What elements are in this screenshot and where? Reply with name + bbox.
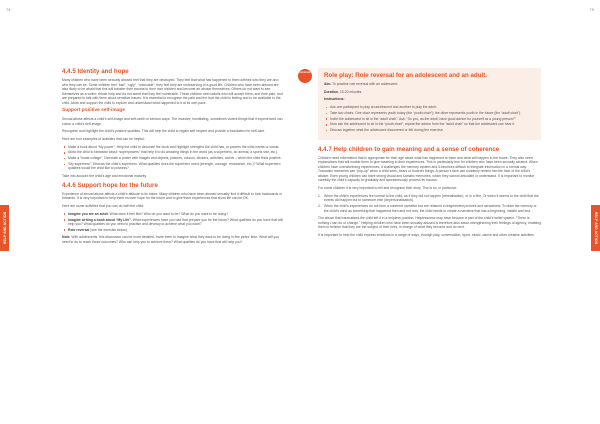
list-item	[318, 194, 541, 203]
instructions-label: Instructions:	[324, 97, 345, 102]
note-text: With adolescents, this discussion can be more detailed. Invite them to imagine what they want to be doing in five years’ time. What will you need to do to reach these outcomes? Who can help you to achieve them? What qualities do you have that will help you?	[62, 235, 279, 244]
aim-text: To practise role reversal with an adolescent.	[331, 82, 399, 86]
side-tab-label: HELP AND ACTION	[2, 211, 7, 245]
list-item	[62, 228, 285, 233]
list-item	[62, 212, 285, 217]
item-text: What experiences have you had that prepare you for the future? What qualities do you have that will help you? What qualities do you need to practise and develop to achieve what you want?	[68, 217, 283, 227]
item-text: What does it feel like? Who do you want to be? What do you want to be doing?	[108, 211, 229, 216]
list-item: Allow the child to fantasise about “superpowers” that help it to do amazing things in the world (as a superhero, an animal, a sports star, etc.).	[62, 150, 285, 155]
list-item: Now ask the adolescent to sit in the “youth chair”, repeat the advice from the “adult chair” so that the adolescent can hear it.	[324, 122, 535, 127]
list-item: Make a book about “My power”. Help the child to decorate the book and highlight strengths the child has, or powers the child needs or wants.	[62, 145, 285, 150]
paragraph: It is important to help the child express emotions in a range of ways, through play, conversation, sport, music, dance and other creative activities.	[318, 233, 535, 238]
list-item: Invite the adolescent to sit in the “adult chair”. Ask: “So you, as the adult, have good advice for yourself as a young person?”	[324, 117, 535, 122]
list-item	[62, 218, 285, 227]
note-paragraph	[62, 235, 285, 244]
section-heading-hope-future: 4.4.6 Support hope for the future	[62, 181, 158, 189]
item-text: When the child’s experiences feel unreal to the child, as if they did not happen (derealisation), or in a film. Or when it seems to the child that the events did happen but to someone else (depersonalisation).	[324, 193, 539, 203]
list-item: Discuss together what the adolescent discovered or felt during the exercise.	[324, 128, 535, 133]
note-label: Note.	[62, 235, 71, 240]
list-item: Take two chairs. One chair represents youth today (the “youth chair”); the other represents youth in the future (the “adult chair”).	[324, 111, 535, 116]
exercise-badge-icon	[298, 69, 312, 83]
page-number-right: 75	[589, 7, 594, 12]
side-tab-right	[591, 205, 600, 251]
subheading-positive-self-image: Support positive self-image	[62, 108, 125, 114]
duration-text: 15-20 minutes.	[338, 89, 363, 94]
instructions-list	[324, 105, 535, 132]
paragraph: Many children who have been sexually abused feel that they are destroyed. They feel that what has happened to them defines who they are and who they can be. Some children feel “bad”, “ugly”, “unlovable”; they feel they are undeserving of a good life. Children who have been abused are also likely to be afraid that this will transfer their trauma to their own children and become an abuser themselves. Others do not want to see themselves as a victim; refuse help and do not admit that they feel vulnerable. These children need adults who will accept them, and their pain, and are prepared to talk with them about sensitive issues. It is essential to recognise the pain and the hurt the child is feeling and to be available to the child. Allow and support the child to explore and understand what happened to it at its own pace.	[62, 78, 283, 105]
paragraph: The abuse that traumatised the child left it in a helpless position. Helplessness may have become a part of the child’s belief system. “There is nothing I can do or change.” Helping children who have been sexually abused is therefore also about strengthening their feelings of agency, enabling them to believe that they are the subject of their lives, in charge of what they become and do next.	[318, 216, 541, 230]
list-item: Make a “boast collage”. Decorate a poster with images and objects, pictures, colours, stickers, activities, words – which the child finds positive.	[62, 156, 285, 161]
paragraph: Recognise and highlight the child’s positive qualities. This will help the child to regain self respect and provide a foundation for self-care.	[62, 129, 266, 134]
paragraph: Experience of sexual abuse affects a child’s attitude to its future. Many children who have been abused sexually find it difficult to look backwards or forwards. It is very important to help them recover hope for the future and to give them experiences that show life can be OK.	[62, 191, 283, 201]
exercise-aim	[324, 82, 535, 87]
list-item: “My superhero”. Discuss the child’s superhero. What qualities does the superhero need (strength, courage, endurance, etc.)? What superhero qualities would the child like to possess?	[62, 162, 285, 171]
numbered-list	[318, 194, 541, 213]
activity-list	[62, 212, 285, 233]
item-text: When the child’s experiences do not form a coherent narrative but are retained in fragmented pictures and sensations. To draw the memory or the child’s mind as something that happened then and not now, the child needs to create a narrative that has a beginning, middle and end.	[324, 204, 537, 213]
right-page-column	[299, 68, 541, 241]
item-text: (see the exercise below).	[89, 227, 128, 232]
paragraph: Take into account the child’s age and emotional maturity.	[62, 174, 147, 179]
duration-label: Duration.	[324, 89, 339, 94]
item-lead: Role reversal	[68, 227, 90, 232]
paragraph: Children need information that is appropriate for their age about what has happened to them and what will happen in the future. They also need explanations that will enable them to give meaning to their experiences. This is particularly true for children who have been sexually abused. When children have overwhelming experiences, it challenges the memory system and it becomes difficult to integrate information in a normal way. Traumatic memories can “pop-up” when a child sees, hears or touches things. A person’s face can suddenly remind him the face of the child’s abuser. Even young children can have strong visual and somatic memories, which they cannot articulate or understand. It is important to monitor carefully the child’s capacity to gradually and spontaneously process its trauma.	[318, 155, 538, 183]
section-heading-identity-hope: 4.4.5 Identity and hope	[62, 68, 129, 75]
left-page-column	[62, 68, 285, 248]
activity-list	[62, 145, 285, 171]
exercise-title: Role play: Role reversal for an adolescent and an adult.	[324, 72, 487, 79]
item-lead: Imagine writing a book about “My Life”.	[68, 217, 132, 222]
paragraph: Here are some activities that you can do with the child:	[62, 204, 144, 209]
item-lead: Imagine you are an adult.	[68, 211, 109, 216]
exercise-box	[299, 68, 541, 140]
paragraph: Here are four examples of activities that can be helpful:	[62, 136, 145, 141]
side-tab-left	[0, 205, 9, 251]
section-heading-meaning-coherence: 4.4.7 Help children to gain meaning and a sense of coherence	[318, 145, 500, 153]
paragraph: Sexual abuse affects a child’s self-image and self-worth in serious ways. The invasive, humiliating, sometimes violent things that it experienced can colour a child’s self-image.	[62, 116, 283, 126]
aim-label: Aim.	[324, 82, 332, 86]
exercise-duration	[324, 90, 535, 95]
paragraph: For some children it is very important to tell and recognise their story. This is so, in particular:	[318, 186, 457, 191]
item-number: 1.	[318, 193, 321, 198]
exercise-badge-label: EXERCISE	[299, 72, 311, 74]
page-number-left: 74	[6, 7, 11, 12]
list-item: Ask one participant to play an adolescent and another to play the adult.	[324, 105, 535, 110]
item-number: 2.	[318, 204, 321, 209]
list-item	[318, 204, 541, 213]
side-tab-label: HELP AND ACTION	[593, 211, 598, 245]
